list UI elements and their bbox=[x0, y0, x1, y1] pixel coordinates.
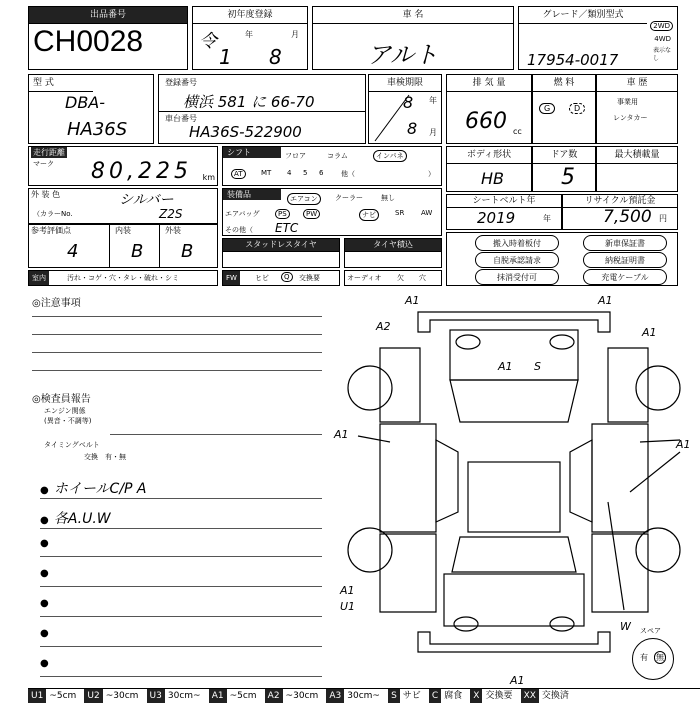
spare-circle bbox=[632, 638, 674, 680]
color-label: 外 装 色 bbox=[31, 190, 61, 199]
seatbelt-value: 2019 bbox=[477, 209, 516, 227]
drive-none: 表示なし bbox=[653, 47, 672, 62]
grades-overall: 4 bbox=[67, 241, 79, 262]
equipment-sr: SR bbox=[395, 209, 405, 217]
seatbelt-label: シートベルト年 bbox=[447, 195, 561, 208]
fender-front-left bbox=[380, 348, 420, 422]
mark-a1-right: A1 bbox=[676, 438, 691, 451]
equipment-pw: PW bbox=[303, 209, 320, 219]
door-inner-left bbox=[436, 440, 458, 522]
grades-interior-label: 内装 bbox=[115, 226, 131, 235]
report-line-6: ● bbox=[40, 628, 322, 647]
registration-divider bbox=[159, 111, 365, 112]
equipment-box bbox=[222, 188, 442, 236]
fuel-label: 燃 料 bbox=[533, 75, 595, 92]
report-line-5: ● bbox=[40, 598, 322, 617]
shift-gear-4: 4 bbox=[287, 169, 292, 177]
report-engine-sub: (異音・不調等) bbox=[44, 417, 92, 425]
shift-panel: インパネ bbox=[373, 150, 407, 162]
legend-code-8: C bbox=[429, 689, 441, 703]
legend-desc-4: ~5cm bbox=[229, 691, 257, 701]
car-name-label: 車 名 bbox=[313, 7, 513, 24]
leader-a1-right-lower bbox=[630, 452, 680, 492]
legend-desc-8: 腐食 bbox=[444, 691, 463, 701]
lot-number-value: CH0028 bbox=[33, 25, 144, 58]
wheel-front-right bbox=[636, 366, 680, 410]
fw-label: FW bbox=[223, 271, 240, 285]
hood-shape bbox=[450, 330, 578, 380]
grade-label: グレード／類別型式 bbox=[519, 7, 647, 24]
body-box bbox=[446, 146, 532, 192]
recycle-unit: 円 bbox=[659, 214, 667, 223]
first-registration-month: 8 bbox=[269, 45, 282, 69]
legend-code-6: A3 bbox=[326, 689, 344, 703]
first-registration-year: 1 bbox=[219, 45, 232, 69]
notes-line-2 bbox=[32, 334, 322, 335]
body-value: HB bbox=[481, 169, 505, 188]
inspection-month-unit: 月 bbox=[429, 128, 437, 137]
doc-item-5: 抹消受付可 bbox=[475, 269, 559, 285]
displacement-box bbox=[446, 74, 532, 144]
report-line-7: ● bbox=[40, 658, 322, 677]
rear-glass-shape bbox=[452, 537, 576, 572]
legend-code-7: S bbox=[388, 689, 400, 703]
grades-interior: B bbox=[131, 241, 144, 262]
shift-gear-5: 5 bbox=[303, 169, 308, 177]
report-line-1: ● ホイールC/P A bbox=[40, 478, 322, 499]
mileage-mark: マーク bbox=[33, 160, 54, 168]
shift-label: シフト bbox=[223, 147, 281, 158]
legend-desc-7: サビ bbox=[402, 691, 421, 701]
rear-quarter-left bbox=[380, 534, 436, 612]
legend-code-1: U1 bbox=[28, 689, 46, 703]
equipment-navi: ナビ bbox=[359, 209, 379, 221]
interior-row-items: 汚れ・コゲ・穴・タレ・破れ・シミ bbox=[67, 274, 179, 282]
headlight-right bbox=[550, 335, 574, 349]
chassis-value: HA36S-522900 bbox=[189, 123, 302, 141]
windshield-shape bbox=[450, 380, 578, 422]
notes-line-1 bbox=[32, 316, 322, 317]
door-inner-right bbox=[570, 440, 592, 522]
history-label: 車 歴 bbox=[597, 75, 677, 92]
grades-box bbox=[28, 224, 218, 268]
grades-divider-2 bbox=[159, 225, 160, 267]
color-code: Z2S bbox=[159, 207, 183, 221]
report-timing: タイミングベルト bbox=[44, 441, 100, 449]
spare-label: スペア bbox=[640, 627, 661, 635]
displacement-value: 660 bbox=[465, 109, 507, 134]
recycle-label: リサイクル預託金 bbox=[563, 195, 677, 208]
model-label: 型 式 bbox=[29, 75, 93, 92]
equipment-none: 無し bbox=[381, 194, 395, 202]
rear-quarter-right bbox=[592, 534, 648, 612]
fuel-box bbox=[532, 74, 596, 144]
mark-a2: A2 bbox=[376, 320, 391, 333]
fw-row bbox=[222, 270, 340, 286]
history-opt2: レンタカー bbox=[613, 114, 648, 122]
displacement-unit: cc bbox=[513, 127, 522, 136]
wheel-front-left bbox=[348, 366, 392, 410]
body-label: ボディ形状 bbox=[447, 147, 531, 164]
spare-yes: 有 bbox=[640, 653, 648, 662]
mileage-unit: km bbox=[202, 173, 215, 182]
equipment-aircon: エアコン bbox=[287, 193, 321, 205]
car-name-box bbox=[312, 6, 514, 70]
doors-box bbox=[532, 146, 596, 192]
legend-desc-9: 交換要 bbox=[485, 691, 513, 701]
legend-desc-2: ~30cm bbox=[105, 691, 139, 701]
tire-box bbox=[344, 238, 442, 268]
report-line-3: ● bbox=[40, 538, 322, 557]
mileage-value: 80,225 bbox=[91, 159, 192, 184]
model-value-1: DBA- bbox=[65, 93, 106, 112]
displacement-label: 排 気 量 bbox=[447, 75, 531, 92]
model-value-2: HA36S bbox=[67, 119, 128, 140]
tire-label: タイヤ積込 bbox=[345, 239, 441, 252]
inspection-year: 8 bbox=[403, 93, 414, 112]
shift-box bbox=[222, 146, 442, 186]
fuel-d: D bbox=[569, 103, 585, 114]
leader-w bbox=[608, 502, 624, 610]
legend-code-2: U2 bbox=[84, 689, 102, 703]
report-engine: エンジン関係 bbox=[44, 407, 86, 415]
legend-code-5: A2 bbox=[265, 689, 283, 703]
equipment-other-value: ETC bbox=[275, 221, 299, 235]
grades-label: 参考評価点 bbox=[31, 226, 71, 235]
studless-box bbox=[222, 238, 340, 268]
mark-w: W bbox=[620, 620, 631, 633]
doc-item-2: 新車保証書 bbox=[583, 235, 667, 251]
leader-a1-right bbox=[640, 440, 680, 442]
report-line-top bbox=[110, 434, 322, 435]
fuel-g: G bbox=[539, 103, 555, 114]
side-left bbox=[380, 424, 436, 532]
legend-code-10: XX bbox=[521, 689, 539, 703]
lot-number-label: 出品番号 bbox=[29, 7, 187, 24]
capacity-box bbox=[596, 146, 678, 192]
seatbelt-box bbox=[446, 194, 562, 230]
rear-bumper-shape bbox=[418, 632, 610, 652]
drive-4wd: 4WD bbox=[654, 35, 671, 43]
audio-row bbox=[344, 270, 442, 286]
equipment-ps: PS bbox=[275, 209, 290, 219]
color-value: シルバー bbox=[119, 192, 174, 208]
legend-desc-6: 30cm~ bbox=[347, 691, 380, 701]
chassis-label: 車台番号 bbox=[165, 114, 197, 123]
headlight-left bbox=[456, 335, 480, 349]
recycle-box bbox=[562, 194, 678, 230]
registration-value: 横浜 581 に 66-70 bbox=[183, 93, 315, 111]
shift-floor: フロア bbox=[285, 152, 306, 160]
notes-label: ◎注意事項 bbox=[32, 298, 81, 309]
taillight-left bbox=[454, 617, 478, 631]
fw-hibi: ヒビ bbox=[255, 274, 269, 282]
report-swap: 交換 有・無 bbox=[84, 453, 126, 461]
model-box bbox=[28, 74, 154, 144]
fw-q: Q bbox=[281, 272, 293, 282]
mileage-box bbox=[28, 146, 218, 186]
history-box bbox=[596, 74, 678, 144]
shift-column: コラム bbox=[327, 152, 348, 160]
mark-a1-top-left: A1 bbox=[405, 294, 420, 307]
history-opt1: 事業用 bbox=[617, 98, 638, 106]
notes-line-3 bbox=[32, 352, 322, 353]
legend-desc-5: ~30cm bbox=[285, 691, 319, 701]
spare-no: 無 bbox=[656, 653, 664, 662]
inspection-strike bbox=[369, 91, 441, 143]
recycle-value: 7,500 bbox=[603, 207, 652, 227]
shift-other-close: ） bbox=[428, 170, 435, 178]
seatbelt-unit: 年 bbox=[543, 214, 551, 223]
shift-gear-6: 6 bbox=[319, 169, 324, 177]
car-name-value: アルト bbox=[367, 41, 439, 69]
mark-u1: U1 bbox=[340, 600, 356, 613]
grades-exterior: B bbox=[181, 241, 194, 262]
equipment-label: 装備品 bbox=[223, 189, 281, 200]
notes-line-4 bbox=[32, 370, 322, 371]
mark-s: S bbox=[534, 360, 541, 373]
legend-desc-10: 交換済 bbox=[541, 691, 569, 701]
fender-front-right bbox=[608, 348, 648, 422]
docs-box bbox=[446, 232, 678, 286]
taillight-right bbox=[550, 617, 574, 631]
equipment-airbag: エアバッグ bbox=[225, 210, 260, 218]
grades-divider-1 bbox=[109, 225, 110, 267]
fw-swap: 交換要 bbox=[299, 274, 320, 282]
registration-box bbox=[158, 74, 366, 144]
inspection-label: 車検期限 bbox=[369, 75, 441, 92]
doors-label: ドア数 bbox=[533, 147, 595, 164]
front-bumper-shape bbox=[418, 312, 610, 332]
color-code-label: （カラーNo. bbox=[33, 210, 73, 218]
drive-2wd: 2WD bbox=[650, 21, 673, 31]
report-label: ◎検査員報告 bbox=[32, 394, 91, 405]
mileage-label: 走行距離 bbox=[33, 148, 65, 157]
capacity-label: 最大積載量 bbox=[597, 147, 677, 164]
first-registration-box bbox=[192, 6, 308, 70]
legend-code-9: X bbox=[470, 689, 482, 703]
legend-desc-1: ~5cm bbox=[49, 691, 77, 701]
doors-value: 5 bbox=[561, 165, 575, 190]
mark-a1-left: A1 bbox=[334, 428, 349, 441]
doc-item-3: 自脱承認請求 bbox=[475, 252, 559, 268]
mark-a1-center: A1 bbox=[498, 360, 513, 373]
audio-opt2: 穴 bbox=[419, 274, 426, 282]
interior-row-label: 室内 bbox=[29, 271, 49, 285]
report-line-2-text: 各A.U.W bbox=[53, 511, 111, 527]
wheel-rear-left bbox=[348, 528, 392, 572]
lot-number-box bbox=[28, 6, 188, 70]
inspection-month: 8 bbox=[407, 119, 418, 138]
grade-box bbox=[518, 6, 678, 70]
doc-item-1: 搬入時着板付 bbox=[475, 235, 559, 251]
equipment-aw: AW bbox=[421, 209, 433, 217]
inspection-year-unit: 年 bbox=[429, 96, 437, 105]
studless-label: スタッドレスタイヤ bbox=[223, 239, 339, 252]
shift-other: 他（ bbox=[341, 170, 355, 178]
mark-a1-bottom: A1 bbox=[510, 674, 525, 687]
first-registration-label: 初年度登録 bbox=[193, 7, 307, 24]
shift-mt: MT bbox=[261, 169, 272, 177]
report-line-2: ● 各A.U.W bbox=[40, 508, 322, 529]
year-unit-1: 年 bbox=[245, 30, 253, 39]
doc-item-6: 充電ケーブル bbox=[583, 269, 667, 285]
wheel-rear-right bbox=[636, 528, 680, 572]
registration-label: 登録番号 bbox=[165, 78, 197, 87]
roof-shape bbox=[468, 462, 560, 532]
grades-exterior-label: 外装 bbox=[165, 226, 181, 235]
grade-value: 17954-0017 bbox=[527, 51, 619, 69]
audio-label: オーディオ bbox=[347, 274, 382, 282]
shift-at: AT bbox=[231, 169, 246, 179]
interior-row bbox=[28, 270, 218, 286]
mark-a1-right-upper: A1 bbox=[642, 326, 657, 339]
doc-item-4: 納税証明書 bbox=[583, 252, 667, 268]
legend-bar bbox=[28, 688, 700, 703]
report-line-4: ● bbox=[40, 568, 322, 587]
equipment-other-label: その他（ bbox=[225, 226, 253, 234]
equipment-cooler: クーラー bbox=[335, 194, 363, 202]
first-registration-era: 令 bbox=[199, 31, 217, 52]
color-box bbox=[28, 188, 218, 224]
mark-a1-bottom-left: A1 bbox=[340, 584, 355, 597]
leader-a1-left bbox=[358, 436, 390, 442]
month-unit-1: 月 bbox=[291, 30, 299, 39]
inspection-box bbox=[368, 74, 442, 144]
back-door-shape bbox=[444, 574, 584, 626]
side-right bbox=[592, 424, 648, 532]
mark-a1-top-right: A1 bbox=[598, 294, 613, 307]
report-line-1-text: ホイールC/P A bbox=[53, 481, 147, 497]
audio-opt1: 欠 bbox=[397, 274, 404, 282]
legend-desc-3: 30cm~ bbox=[167, 691, 201, 701]
car-diagram bbox=[340, 292, 690, 684]
legend-code-3: U3 bbox=[147, 689, 165, 703]
legend-code-4: A1 bbox=[209, 689, 227, 703]
